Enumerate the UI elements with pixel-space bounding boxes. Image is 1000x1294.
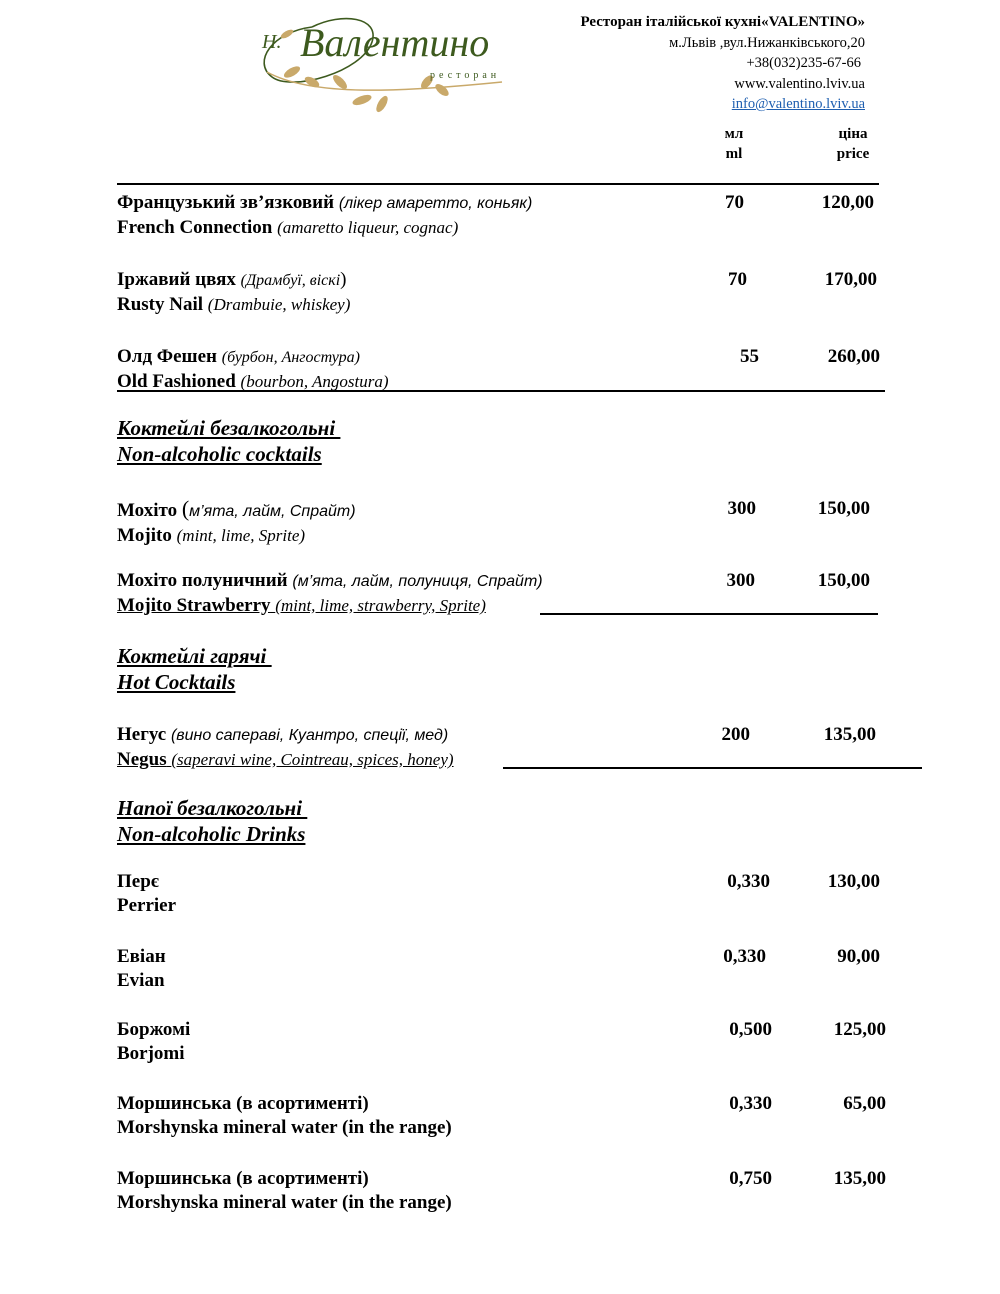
menu-item bbox=[117, 870, 176, 918]
ml-label-en: ml bbox=[725, 146, 743, 162]
item-volume: 55 bbox=[740, 346, 759, 367]
item-name-ua: Іржавий цвях bbox=[117, 269, 236, 290]
item-volume: 300 bbox=[727, 498, 756, 519]
price-label-ua: ціна bbox=[838, 126, 868, 142]
section-divider bbox=[540, 613, 878, 615]
item-ingredients-en: (amaretto liqueur, cognac) bbox=[277, 218, 459, 237]
price-label-en: price bbox=[836, 146, 870, 162]
item-name-en: Morshynska mineral water (in the range) bbox=[117, 1192, 452, 1213]
restaurant-title: Ресторан італійської кухні«VALENTINO» bbox=[580, 14, 865, 30]
restaurant-logo bbox=[252, 2, 547, 120]
menu-item bbox=[117, 1092, 452, 1140]
logo-subtitle: ресторан bbox=[430, 70, 501, 81]
item-ingredients-ua: (вино саперaві, Куантро, спеції, мед) bbox=[170, 727, 449, 744]
item-ingredients-ua: (м’ята, лайм, полуниця, Спрайт) bbox=[292, 573, 543, 590]
item-name-en: Borjomi bbox=[117, 1043, 185, 1064]
item-volume: 200 bbox=[721, 724, 750, 745]
item-name-ua: Моршинська (в асортименті) bbox=[117, 1168, 369, 1189]
item-name-en: Mojito Strawberry bbox=[117, 595, 271, 616]
item-ingredients-en: (mint, lime, strawberry, Sprite) bbox=[275, 596, 486, 615]
item-name-en: Mojito bbox=[117, 525, 172, 546]
item-name-en: French Connection bbox=[117, 217, 273, 238]
menu-item bbox=[117, 1018, 190, 1066]
item-price: 150,00 bbox=[817, 570, 870, 591]
section-heading bbox=[117, 415, 340, 467]
item-volume: 0,750 bbox=[729, 1168, 772, 1189]
item-price: 170,00 bbox=[824, 269, 877, 290]
item-name-ua: Евіан bbox=[117, 946, 166, 967]
item-ingredients-en: (bourbon, Angostura) bbox=[240, 372, 389, 391]
item-ingredients-en: (saperavi wine, Cointreau, spices, honey) bbox=[171, 750, 454, 769]
item-name-ua: Моршинська (в асортименті) bbox=[117, 1093, 369, 1114]
section-title-en: Non-alcoholic Drinks bbox=[117, 822, 306, 846]
section-divider bbox=[503, 767, 922, 769]
item-name-en: Rusty Nail bbox=[117, 294, 204, 315]
email-link[interactable]: info@valentino.lviv.ua bbox=[731, 96, 865, 112]
header-divider bbox=[117, 183, 879, 185]
item-name-ua: Мохіто полуничний bbox=[117, 570, 288, 591]
column-header-ml bbox=[712, 124, 756, 164]
item-ingredients-ua-open: ( bbox=[181, 496, 190, 521]
section-title-en: Non-alcoholic cocktails bbox=[117, 442, 322, 466]
section-title-en: Hot Cocktails bbox=[117, 670, 236, 694]
menu-item bbox=[117, 191, 532, 240]
item-price: 135,00 bbox=[823, 724, 876, 745]
item-volume: 0,330 bbox=[723, 946, 766, 967]
item-name-en: Perrier bbox=[117, 895, 177, 916]
logo-graphic bbox=[252, 2, 547, 120]
item-name-en: Morshynska mineral water (in the range) bbox=[117, 1117, 452, 1138]
column-header-price bbox=[828, 124, 878, 164]
logo-script-text: Валентино bbox=[300, 20, 490, 65]
ml-label-ua: мл bbox=[724, 126, 744, 142]
section-heading bbox=[117, 643, 272, 695]
item-price: 260,00 bbox=[827, 346, 880, 367]
item-name-en: Negus bbox=[117, 749, 167, 770]
item-price: 150,00 bbox=[817, 498, 870, 519]
menu-item bbox=[117, 345, 389, 394]
item-ingredients-ua: (лікер амаретто, коньяк) bbox=[338, 195, 533, 212]
phone: +38(032)235-67-66 bbox=[746, 55, 861, 71]
email-wrapper bbox=[580, 94, 865, 115]
section-divider bbox=[117, 390, 885, 392]
item-price: 135,00 bbox=[833, 1168, 886, 1189]
menu-item bbox=[117, 569, 543, 618]
item-volume: 0,500 bbox=[729, 1019, 772, 1040]
item-name-ua: Негус bbox=[117, 724, 167, 745]
item-ingredients-en: (Drambuie, whiskey) bbox=[207, 295, 351, 314]
item-price: 90,00 bbox=[837, 946, 880, 967]
item-volume: 0,330 bbox=[727, 871, 770, 892]
menu-item bbox=[117, 723, 454, 772]
item-ingredients-ua: (Драмбуї, віскі bbox=[240, 272, 341, 289]
menu-item bbox=[117, 268, 350, 317]
item-ingredients-ua: м’ята, лайм, Спрайт) bbox=[189, 503, 356, 520]
item-ingredients-ua: (бурбон, Ангостура) bbox=[221, 349, 360, 366]
item-name-en: Old Fashioned bbox=[117, 371, 236, 392]
menu-item bbox=[117, 497, 356, 548]
item-ingredients-ua-close: ) bbox=[340, 269, 347, 290]
item-name-ua: Мохіто bbox=[117, 500, 178, 521]
item-price: 125,00 bbox=[833, 1019, 886, 1040]
address: м.Львів ,вул.Нижанківського,20 bbox=[669, 34, 865, 51]
section-title-ua: Напої безалкогольні bbox=[117, 796, 308, 820]
item-ingredients-en: (mint, lime, Sprite) bbox=[176, 526, 306, 545]
item-volume: 0,330 bbox=[729, 1093, 772, 1114]
contact-block bbox=[580, 12, 865, 115]
item-name-en: Evian bbox=[117, 970, 165, 991]
menu-item bbox=[117, 1167, 452, 1215]
section-title-ua: Коктейлі гарячі bbox=[117, 644, 272, 668]
section-title-ua: Коктейлі безалкогольні bbox=[117, 416, 341, 440]
section-heading bbox=[117, 795, 307, 847]
website: www.valentino.lviv.ua bbox=[734, 75, 865, 92]
item-volume: 70 bbox=[728, 269, 747, 290]
item-price: 120,00 bbox=[821, 192, 874, 213]
item-volume: 300 bbox=[726, 570, 755, 591]
item-name-ua: Олд Фешен bbox=[117, 346, 217, 367]
item-name-ua: Перє bbox=[117, 871, 159, 892]
item-price: 65,00 bbox=[843, 1093, 886, 1114]
logo-monogram: Н. bbox=[262, 31, 282, 53]
item-name-ua: Французький зв’язковий bbox=[117, 192, 335, 213]
item-name-ua: Боржомі bbox=[117, 1019, 191, 1040]
item-volume: 70 bbox=[725, 192, 744, 213]
item-price: 130,00 bbox=[827, 871, 880, 892]
menu-item bbox=[117, 945, 166, 993]
